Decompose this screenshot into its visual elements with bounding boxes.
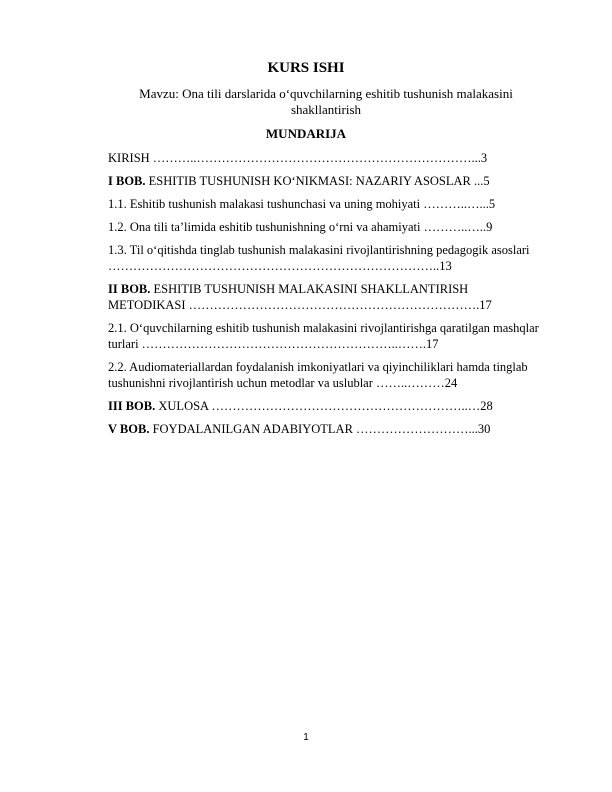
toc-entry-chapter-3 — [108, 398, 548, 414]
toc-entry-text: FOYDALANILGAN ADABIYOTLAR ………………………...30 — [149, 422, 491, 436]
toc-entry-prefix: V BOB. — [108, 422, 150, 436]
toc-entry-text: 1.1. Eshitib tushunish malakasi tushunchasi va uning mohiyati ………..…...5 — [108, 197, 496, 211]
toc-entry-text: 1.3. Til o‘qitishda tinglab tushunish malakasini rivojlantirishning pedagogik asoslari ……………………………………………………………………..13 — [108, 243, 530, 273]
toc-heading: MUNDARIJA — [265, 126, 347, 141]
toc-entry-kirish — [108, 150, 548, 166]
toc-entry-prefix: II BOB. — [108, 282, 151, 296]
toc-entry-section-1-2 — [108, 219, 548, 235]
toc-entry-text: XULOSA ……………………………………………………..…28 — [155, 399, 493, 413]
toc-entry-chapter-1 — [108, 173, 548, 189]
toc-entry-text: ESHITIB TUSHUNISH KO‘NIKMASI: NAZARIY ASOSLAR ...5 — [145, 174, 490, 188]
toc-entry-section-1-3 — [108, 242, 548, 274]
toc-entry-section-1-1 — [108, 196, 548, 212]
document-subject: Mavzu: Ona tili darslarida o‘quvchilarning eshitib tushunish malakasini shakllantirish — [139, 86, 513, 117]
toc-entry-text: 1.2. Ona tili ta’limida eshitib tushunishning o‘rni va ahamiyati ………..…..9 — [108, 220, 493, 234]
toc-entry-chapter-2 — [108, 281, 548, 313]
toc-entry-chapter-5 — [108, 421, 548, 437]
toc-entry-prefix: I BOB. — [108, 174, 146, 188]
toc-entry-section-2-1 — [108, 320, 548, 352]
page-number: 1 — [303, 732, 309, 743]
toc-entry-text: 2.1. O‘quvchilarning eshitib tushunish malakasini rivojlantirishga qaratilgan mashqlar turlari ……………………………………………………..…….17 — [108, 321, 539, 351]
toc-entry-prefix: III BOB. — [108, 399, 156, 413]
toc-entry-text: ESHITIB TUSHUNISH MALAKASINI SHAKLLANTIRISH METODIKASI …………………………………………………………….17 — [108, 282, 492, 312]
table-of-contents — [108, 150, 548, 444]
toc-entry-section-2-2 — [108, 359, 548, 391]
document-title: KURS ISHI — [267, 60, 345, 76]
toc-entry-text: 2.2. Audiomateriallardan foydalanish imkoniyatlari va qiyinchiliklari hamda tinglab tushunishni rivojlantirish uchun metodlar va uslublar ……..………24 — [108, 360, 528, 390]
toc-entry-text: KIRISH ………..…………………………………………………………...3 — [108, 151, 488, 165]
